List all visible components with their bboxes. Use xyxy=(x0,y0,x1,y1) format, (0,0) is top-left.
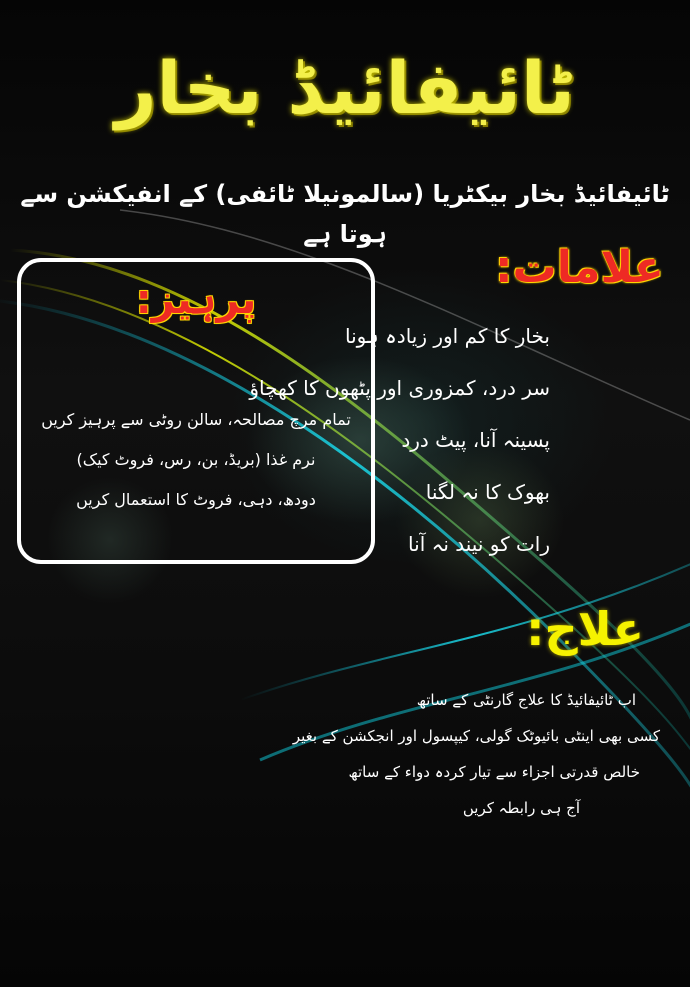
list-item: آج ہی رابطہ کریں xyxy=(462,799,580,817)
list-item: کسی بھی اینٹی بائیوٹک گولی، کیپسول اور انجکشن کے بغیر xyxy=(292,727,660,745)
list-item: تمام مرچ مصالحہ، سالن روٹی سے پرہیز کریں xyxy=(41,410,351,429)
symptoms-heading: علامات: xyxy=(494,242,664,293)
treatment-heading: علاج: xyxy=(526,602,644,656)
page-title: ٹائیفائیڈ بخار xyxy=(115,46,575,130)
list-item: اب ٹائیفائیڈ کا علاج گارنٹی کے ساتھ xyxy=(416,691,636,709)
treatment-list xyxy=(180,682,660,826)
list-item: خالص قدرتی اجزاء سے تیار کردہ دواء کے ساتھ xyxy=(348,763,640,781)
list-item: دودھ، دہی، فروٹ کا استعمال کریں xyxy=(76,490,316,509)
list-item: پسینہ آنا، پیٹ درد xyxy=(401,428,550,452)
list-item: نرم غذا (بریڈ، بن، رس، فروٹ کیک) xyxy=(76,450,316,469)
list-item: سر درد، کمزوری اور پٹھوں کا کھچاؤ xyxy=(249,376,550,400)
page-subtitle: ٹائیفائیڈ بخار بیکٹریا (سالمونیلا ٹائفی) کے انفیکشن سے ہوتا ہے xyxy=(20,180,670,248)
precautions-heading: پرہیز: xyxy=(135,277,257,323)
list-item: بھوک کا نہ لگنا xyxy=(425,480,550,504)
precautions-box xyxy=(17,258,375,564)
precautions-list xyxy=(31,400,361,520)
list-item: بخار کا کم اور زیادہ ہونا xyxy=(345,324,550,348)
list-item: رات کو نیند نہ آنا xyxy=(408,532,550,556)
